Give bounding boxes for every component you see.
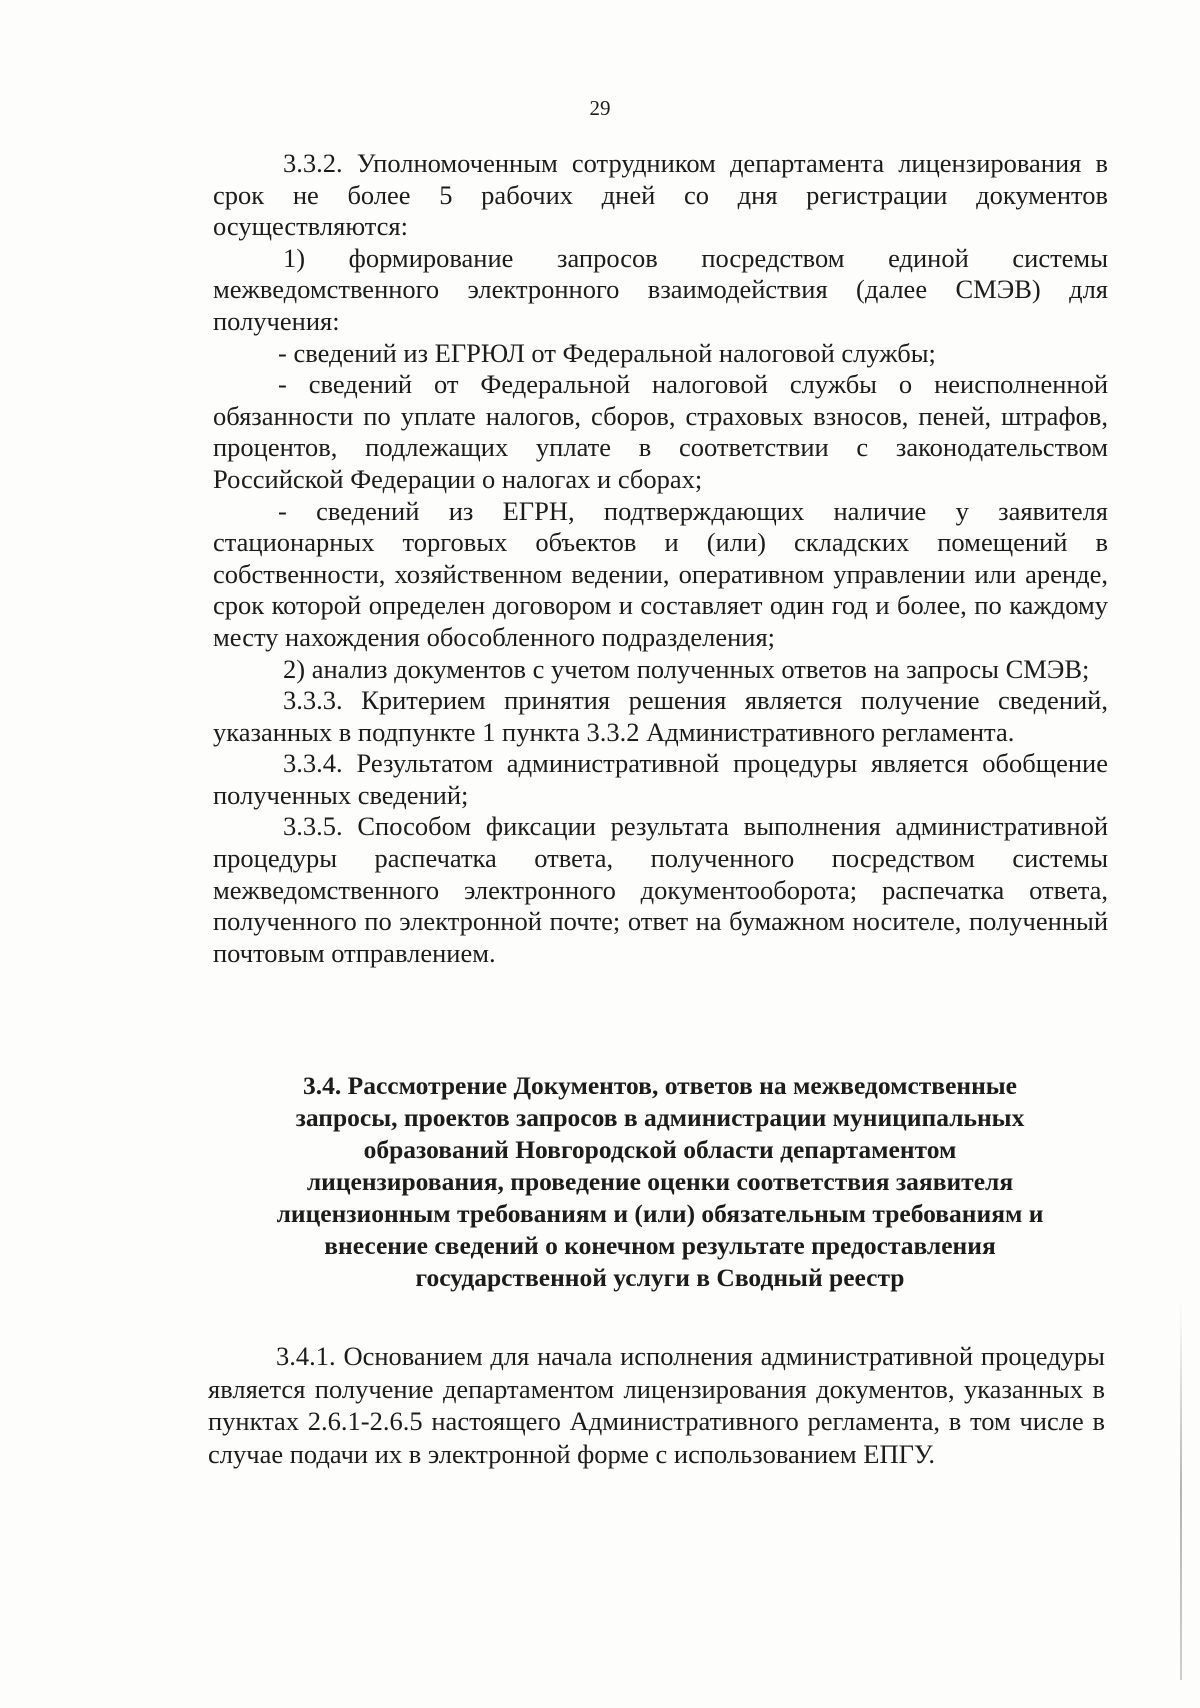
body-text-block [213,148,1108,969]
heading-line: образований Новгородской области департаментом [363,1135,957,1164]
section-heading-3-4 [230,1070,1090,1294]
scan-edge-mark [1180,1300,1182,1680]
heading-line: запросы, проектов запросов в администрации муниципальных [295,1103,1025,1132]
paragraph-egrn: - сведений из ЕГРН, подтверждающих наличие у заявителя стационарных торговых объектов и (или) складских помещений в собственности, хозяйственном ведении, оперативном управлении или аренде, срок которой определен договором и составляет один год и более, по каждому месту нахождения обособленного подразделения; [213,495,1108,652]
paragraph-3-3-3: 3.3.3. Критерием принятия решения является получение сведений, указанных в подпункте 1 пункта 3.3.2 Административного регламента. [213,685,1108,747]
heading-line: лицензирования, проведение оценки соответствия заявителя [306,1167,1014,1196]
paragraph-3-3-5: 3.3.5. Способом фиксации результата выполнения административной процедуры распечатка ответа, полученного посредством системы межведомственного электронного документооборота; распечатка ответа, полученного по электронной почте; ответ на бумажном носителе, полученный почтовым отправлением. [213,811,1108,968]
paragraph-3-3-4: 3.3.4. Результатом административной процедуры является обобщение полученных сведений; [213,748,1108,810]
heading-line: 3.4. Рассмотрение Документов, ответов на межведомственные [303,1071,1017,1100]
paragraph-item-2: 2) анализ документов с учетом полученных ответов на запросы СМЭВ; [283,653,1090,684]
paragraph-fns: - сведений от Федеральной налоговой службы о неисполненной обязанности по уплате налогов, сборов, страховых взносов, пеней, штрафов, процентов, подлежащих уплате в соответствии с законодательством Российской Федерации о налогах и сборах; [213,369,1108,494]
body-text-block-2 [208,1340,1105,1470]
paragraph-3-3-2: 3.3.2. Уполномоченным сотрудником департамента лицензирования в срок не более 5 рабочих дней со дня регистрации документов осуществляются: [213,148,1108,242]
page-number: 29 [589,96,611,120]
heading-line: внесение сведений о конечном результате предоставления [324,1231,996,1260]
paragraph-egrul: - сведений из ЕГРЮЛ от Федеральной налоговой службы; [278,337,936,368]
paragraph-3-4-1: 3.4.1. Основанием для начала исполнения административной процедуры является получение департаментом лицензирования документов, указанных в пунктах 2.6.1-2.6.5 настоящего Административного регламента, в том числе в случае подачи их в электронной форме с использованием ЕПГУ. [208,1341,1105,1469]
paragraph-item-1: 1) формирование запросов посредством единой системы межведомственного электронного взаимодействия (далее СМЭВ) для получения: [213,242,1108,336]
heading-line: лицензионным требованиям и (или) обязательным требованиям и [276,1199,1044,1228]
heading-line: государственной услуги в Сводный реестр [415,1263,905,1292]
